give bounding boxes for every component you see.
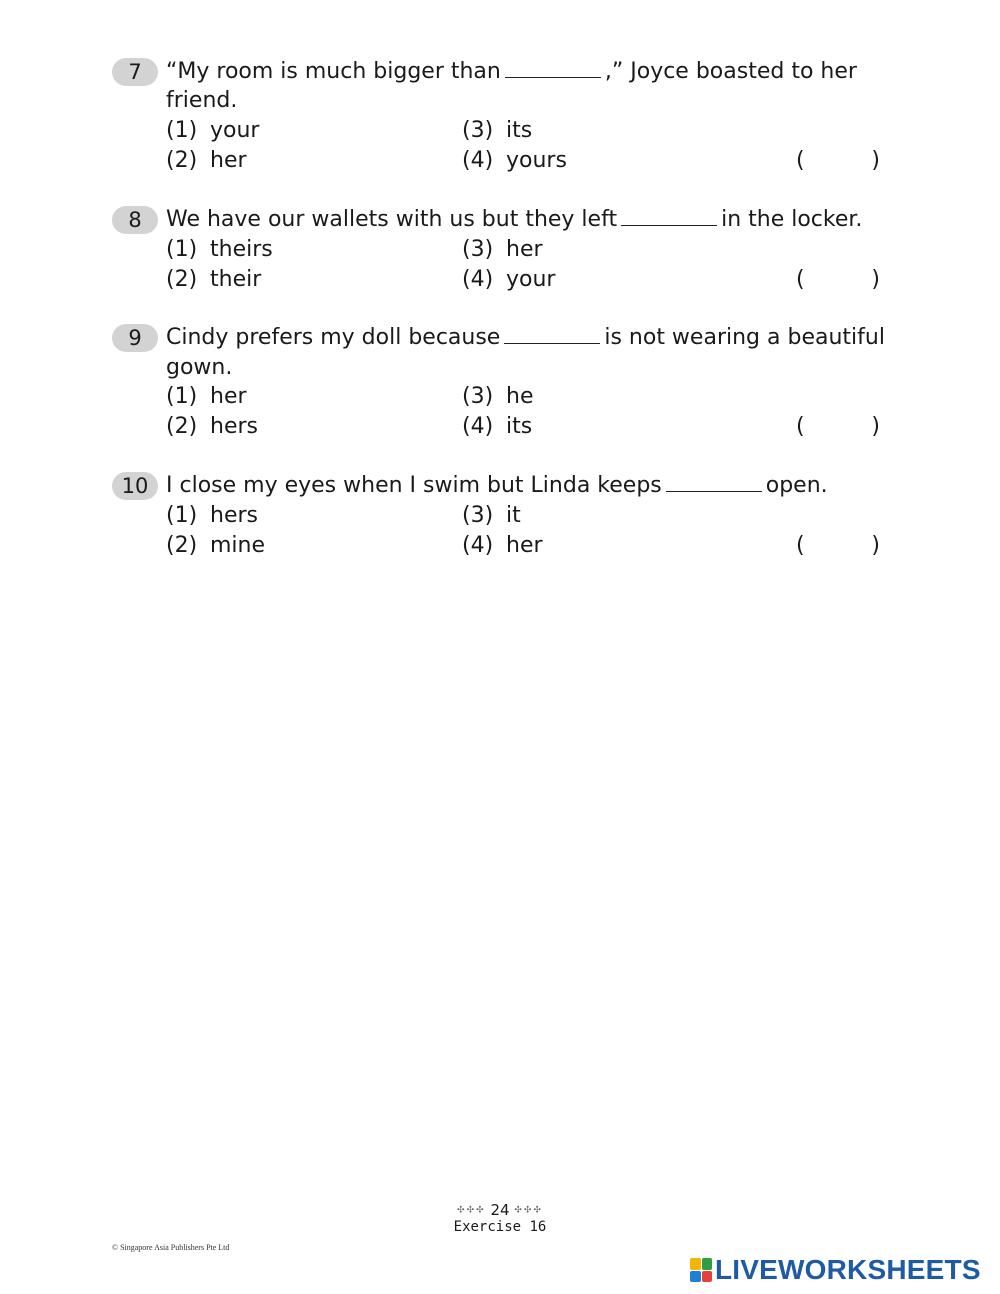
answer-box[interactable]: ( )	[796, 267, 880, 292]
answer-blank	[504, 323, 600, 344]
option-3: (3) it	[462, 503, 521, 528]
answer-box[interactable]: ( )	[796, 533, 880, 558]
answer-box[interactable]: ( )	[796, 148, 880, 173]
page-number: 24	[490, 1201, 510, 1219]
option-3: (3) her	[462, 237, 543, 262]
option-1: (1) hers	[166, 503, 258, 528]
copyright: © Singapore Asia Publishers Pte Ltd	[112, 1243, 230, 1252]
option-2: (2) mine	[166, 533, 266, 558]
ornament-left-icon: ✣✣✣	[457, 1205, 486, 1216]
logo-block	[702, 1271, 713, 1283]
option-1: (1) theirs	[166, 237, 273, 262]
answer-blank	[666, 471, 762, 492]
liveworksheets-logo[interactable]	[690, 1255, 981, 1285]
option-2: (2) hers	[166, 414, 258, 439]
question-text-continuation: friend.	[166, 88, 238, 113]
answer-box[interactable]: ( )	[796, 414, 880, 439]
question-9	[112, 324, 885, 444]
option-2: (2) their	[166, 267, 262, 292]
option-4: (4) her	[462, 533, 543, 558]
question-number: 8	[112, 206, 158, 234]
logo-block	[702, 1258, 713, 1270]
question-text: Cindy prefers my doll because is not wearing a beautiful	[166, 325, 885, 350]
logo-block	[690, 1258, 701, 1270]
question-number: 7	[112, 58, 158, 86]
logo-block	[690, 1271, 701, 1283]
answer-blank	[505, 57, 601, 78]
question-7	[112, 58, 882, 178]
option-4: (4) yours	[462, 148, 567, 173]
answer-blank	[621, 205, 717, 226]
exercise-label: Exercise 16	[453, 1219, 547, 1235]
option-2: (2) her	[166, 148, 247, 173]
question-8	[112, 206, 882, 296]
question-number: 10	[112, 472, 158, 500]
brand-name: LIVEWORKSHEETS	[715, 1254, 981, 1285]
page-number-line	[0, 1201, 1000, 1219]
option-4: (4) its	[462, 414, 533, 439]
ornament-right-icon: ✣✣✣	[514, 1205, 543, 1216]
question-number: 9	[112, 324, 158, 352]
question-text: We have our wallets with us but they left in the locker.	[166, 207, 863, 232]
question-text: “My room is much bigger than ,” Joyce boasted to her	[166, 59, 857, 84]
option-3: (3) its	[462, 118, 533, 143]
question-text-continuation: gown.	[166, 355, 233, 380]
option-3: (3) he	[462, 384, 534, 409]
question-text: I close my eyes when I swim but Linda keeps open.	[166, 473, 828, 498]
option-1: (1) her	[166, 384, 247, 409]
question-10	[112, 472, 882, 562]
option-4: (4) your	[462, 267, 556, 292]
liveworksheets-logo-icon	[690, 1258, 712, 1282]
option-1: (1) your	[166, 118, 260, 143]
